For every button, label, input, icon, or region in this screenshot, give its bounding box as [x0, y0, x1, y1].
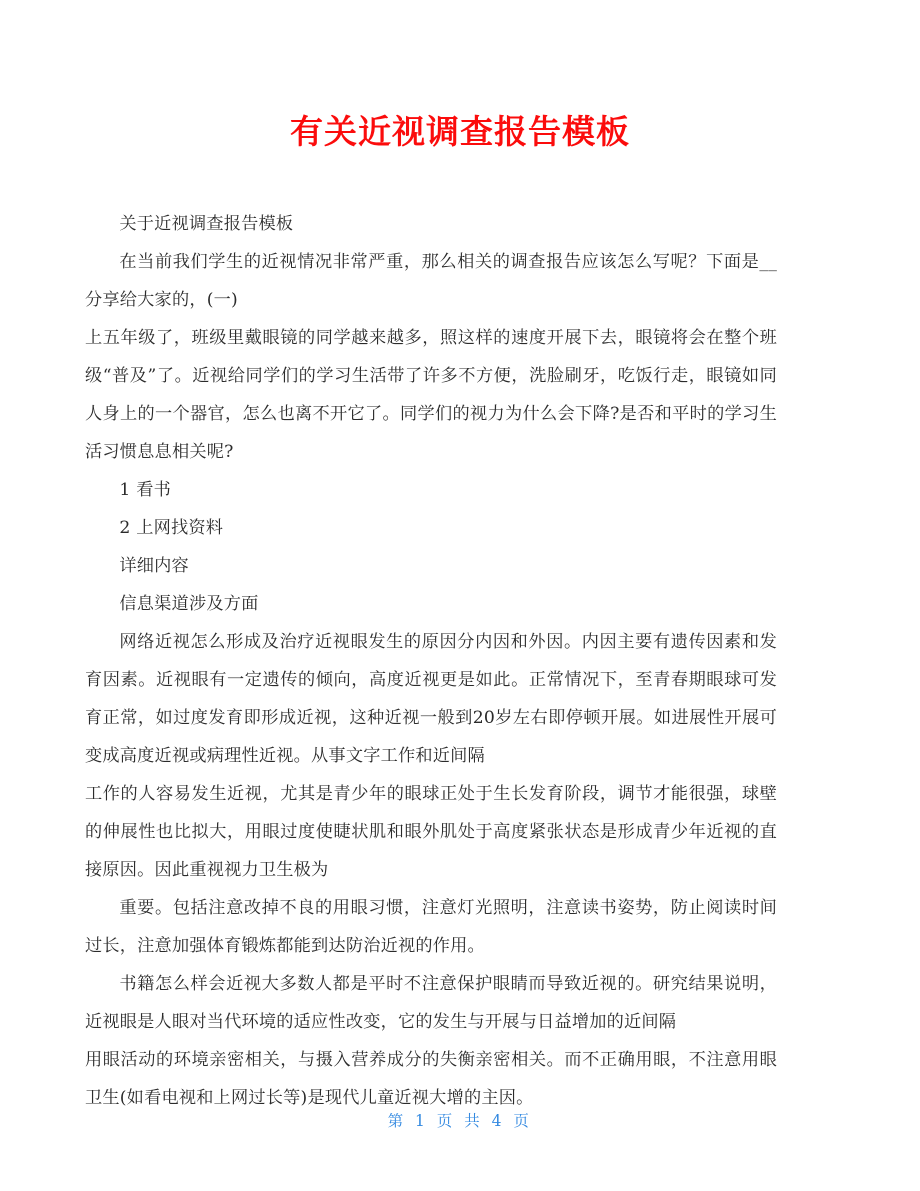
- document-body: [85, 205, 777, 1117]
- paragraph: 信息渠道涉及方面: [119, 594, 259, 614]
- paragraph: 1 看书: [119, 480, 171, 500]
- page-footer: 第 1 页 共 4 页: [387, 1112, 533, 1130]
- paragraph: 用眼活动的环境亲密相关，与摄入营养成分的失衡亲密相关。而不正确用眼，不注意用眼卫生(如看电视和上网过长等)是现代儿童近视大增的主因。: [85, 1050, 777, 1108]
- paragraph: 关于近视调查报告模板: [119, 214, 294, 234]
- paragraph: 重要。包括注意改掉不良的用眼习惯，注意灯光照明，注意读书姿势，防止阅读时间过长，注意加强体育锻炼都能到达防治近视的作用。: [85, 898, 777, 956]
- paragraph: 详细内容: [119, 556, 189, 576]
- paragraph: 工作的人容易发生近视，尤其是青少年的眼球正处于生长发育阶段，调节才能很强，球壁的伸展性也比拟大，用眼过度使睫状肌和眼外肌处于高度紧张状态是形成青少年近视的直接原因。因此重视视力卫生极为: [85, 784, 777, 880]
- paragraph: 网络近视怎么形成及治疗近视眼发生的原因分内因和外因。内因主要有遗传因素和发育因素。近视眼有一定遗传的倾向，高度近视更是如此。正常情况下，至青春期眼球可发育正常，如过度发育即形成近视，这种近视一般到20岁左右即停顿开展。如进展性开展可变成高度近视或病理性近视。从事文字工作和近间隔: [85, 632, 777, 766]
- paragraph: 书籍怎么样会近视大多数人都是平时不注意保护眼睛而导致近视的。研究结果说明，近视眼是人眼对当代环境的适应性改变，它的发生与开展与日益增加的近间隔: [85, 974, 777, 1032]
- paragraph: 上五年级了，班级里戴眼镜的同学越来越多，照这样的速度开展下去，眼镜将会在整个班级“普及”了。近视给同学们的学习生活带了许多不方便，洗脸刷牙，吃饭行走，眼镜如同人身上的一个器官，怎么也离不开它了。同学们的视力为什么会下降?是否和平时的学习生活习惯息息相关呢?: [85, 328, 777, 462]
- page-title: 有关近视调查报告模板: [290, 112, 630, 151]
- paragraph: 在当前我们学生的近视情况非常严重，那么相关的调查报告应该怎么写呢？下面是__分享给大家的，(一): [85, 252, 777, 310]
- paragraph: 2 上网找资料: [119, 518, 224, 538]
